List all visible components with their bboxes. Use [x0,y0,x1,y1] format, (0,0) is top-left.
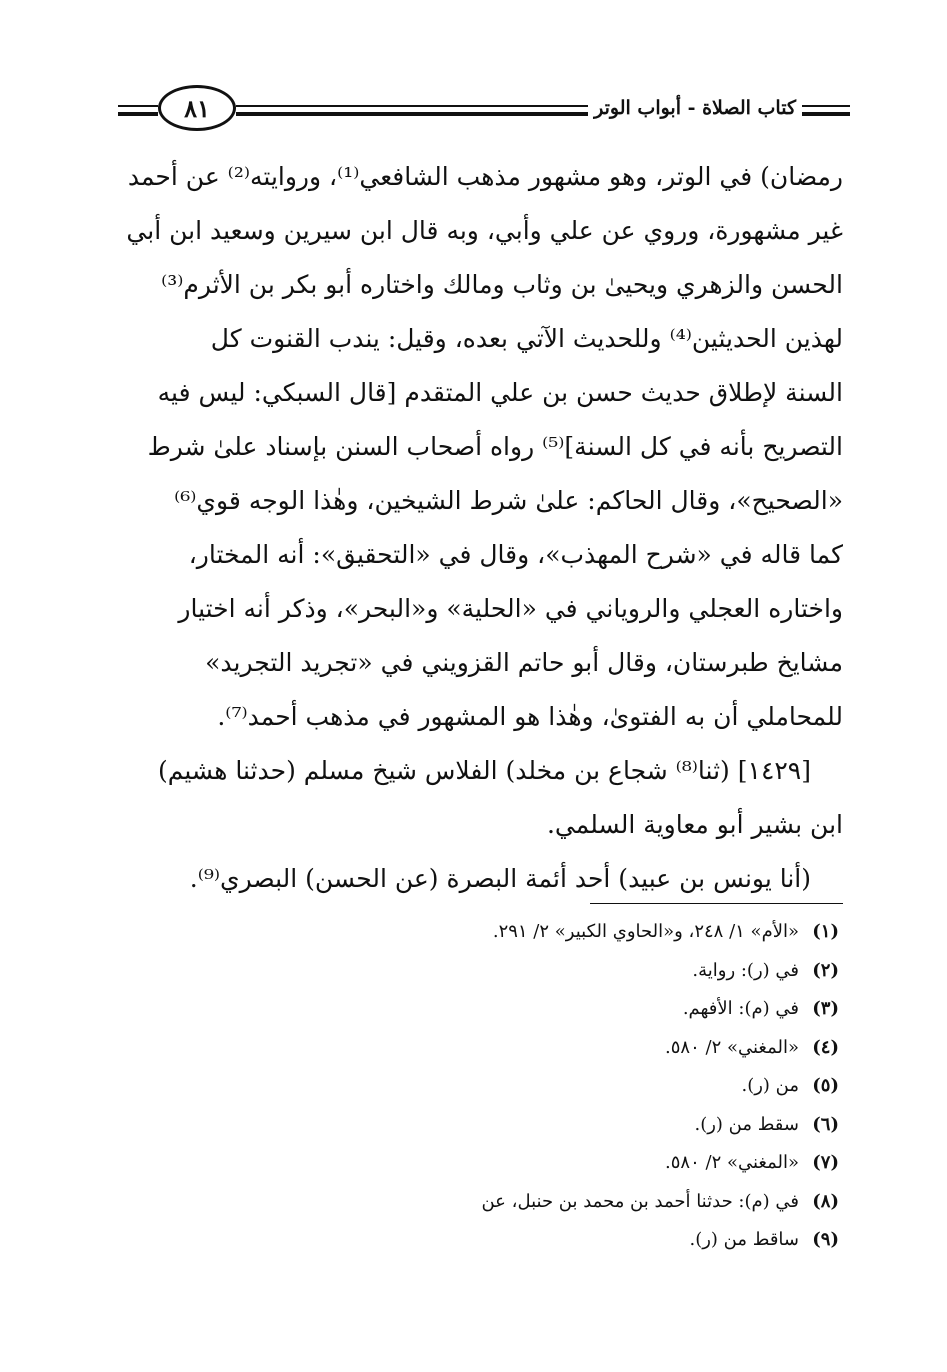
footnote-number: (٩) [812,1229,839,1250]
footnote [139,954,839,993]
header-rule-thick [118,112,158,116]
footnote-number: (٤) [812,1036,839,1058]
footnote-text: «المغني» ٢/ ٥٨٠. [665,1152,799,1173]
footnote-number: (٣) [812,998,839,1019]
footnote-number: (٦) [812,1113,839,1135]
text-line: «الصحيح»، وقال الحاكم: علىٰ شرط الشيخين، وهٰذا الوجه قوي⁽⁶⁾ [174,486,843,515]
footnote [139,992,839,1031]
text-line: ابن بشير أبو معاوية السلمي. [546,810,843,839]
hadith-number-line: [١٤٢٩] (ثنا⁽⁸⁾ شجاع بن مخلد) الفلاس شيخ مسلم (حدثنا هشيم) [158,756,811,785]
footnote-text: «المغني» ٢/ ٥٨٠. [665,1036,799,1058]
text-line: كما قاله في «شرح المهذب»، وقال في «التحقيق»: أنه المختار، [188,540,843,569]
text-line: (أنا يونس بن عبيد) أحد أئمة البصرة (عن الحسن) البصري⁽⁹⁾. [189,864,811,893]
text-line: رمضان) في الوتر، وهو مشهور مذهب الشافعي⁽¹⁾، وروايته⁽²⁾ عن أحمد [127,162,843,191]
text-line: التصريح بأنه في كل السنة]⁽⁵⁾ رواه أصحاب السنن بإسناد علىٰ شرط [147,432,843,461]
footnote-text: في (ر): رواية. [692,959,799,981]
footnote [139,1108,839,1147]
footnote-text: من (ر). [741,1075,799,1096]
footnote-text: في (م): الأفهم. [682,998,799,1019]
footnote [139,915,839,954]
footnote-text: في (م): حدثنا أحمد بن محمد بن حنبل، عن [481,1190,799,1212]
footnote-text: ساقط من (ر). [689,1229,799,1250]
footnote-number: (٥) [812,1075,839,1096]
page-number: ٨١ [158,85,236,131]
text-line: مشايخ طبرستان، وقال أبو حاتم القزويني في «تجريد التجريد» [205,648,843,677]
footnote-separator [590,903,843,904]
footnote [139,1223,839,1262]
footnote [139,1146,839,1185]
text-line: لهذين الحديثين⁽⁴⁾ وللحديث الآتي بعده، وقيل: يندب القنوت كل [210,324,843,353]
footnote-number: (٨) [812,1190,839,1212]
text-line: للمحاملي أن به الفتوىٰ، وهٰذا هو المشهور في مذهب أحمد⁽⁷⁾. [217,702,843,731]
header-rule-top [118,105,158,107]
text-line: غير مشهورة، وروي عن علي وأبي، وبه قال ابن سيرين وسعيد ابن أبي [126,216,843,245]
text-line: واختاره العجلي والروياني في «الحلية» و«البحر»، وذكر أنه اختيار [178,594,843,623]
footnote-number: (٧) [812,1152,839,1173]
footnote-number: (١) [812,921,839,942]
footnote [139,1185,839,1224]
running-title: كتاب الصلاة - أبواب الوتر [588,97,802,119]
footnote-number: (٢) [812,959,839,981]
main-text [118,150,843,906]
footnote [139,1031,839,1070]
text-line: الحسن والزهري ويحيىٰ بن وثاب ومالك واختاره أبو بكر بن الأثرم⁽³⁾ [161,270,843,299]
text-line: السنة لإطلاق حديث حسن بن علي المتقدم [قال السبكي: ليس فيه [157,378,843,407]
footnote-text: سقط من (ر). [694,1113,799,1135]
footnote-text: «الأم» ١/ ٢٤٨، و«الحاوي الكبير» ٢/ ٢٩١. [492,921,799,942]
footnotes [139,915,839,1262]
page-header [118,85,850,135]
footnote [139,1069,839,1108]
